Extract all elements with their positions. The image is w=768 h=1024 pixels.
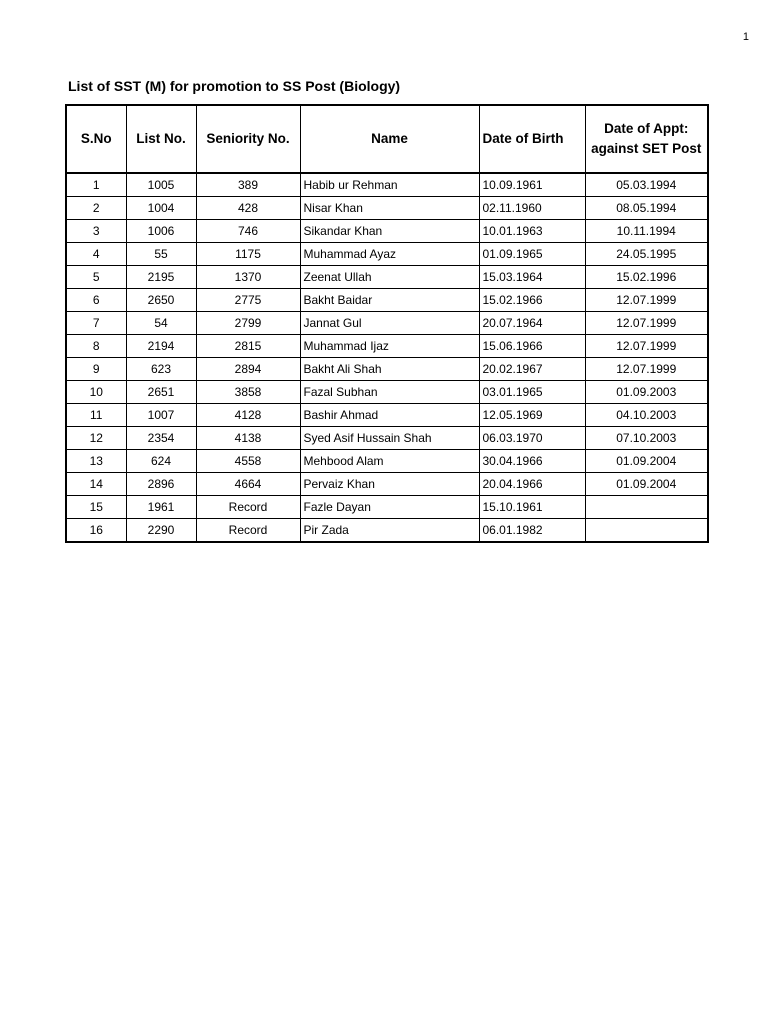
table-row — [66, 450, 708, 473]
table-row — [66, 519, 708, 543]
cell-date-of-appointment: 15.02.1996 — [585, 266, 708, 289]
cell-sno: 7 — [66, 312, 126, 335]
cell-name: Jannat Gul — [300, 312, 479, 335]
cell-date-of-birth: 02.11.1960 — [479, 197, 585, 220]
table-row — [66, 427, 708, 450]
cell-list-no: 2650 — [126, 289, 196, 312]
cell-sno: 15 — [66, 496, 126, 519]
cell-name: Muhammad Ijaz — [300, 335, 479, 358]
cell-date-of-appointment: 01.09.2003 — [585, 381, 708, 404]
table-row — [66, 266, 708, 289]
cell-sno: 11 — [66, 404, 126, 427]
cell-date-of-appointment: 12.07.1999 — [585, 358, 708, 381]
table-row — [66, 404, 708, 427]
cell-list-no: 54 — [126, 312, 196, 335]
cell-date-of-birth: 10.09.1961 — [479, 173, 585, 197]
cell-sno: 5 — [66, 266, 126, 289]
cell-seniority-no: 2775 — [196, 289, 300, 312]
document-title: List of SST (M) for promotion to SS Post (Biology) — [68, 78, 401, 94]
cell-sno: 10 — [66, 381, 126, 404]
cell-seniority-no: 4558 — [196, 450, 300, 473]
cell-list-no: 2290 — [126, 519, 196, 543]
cell-date-of-appointment: 10.11.1994 — [585, 220, 708, 243]
cell-date-of-appointment: 12.07.1999 — [585, 289, 708, 312]
table-row — [66, 473, 708, 496]
cell-date-of-birth: 12.05.1969 — [479, 404, 585, 427]
cell-list-no: 55 — [126, 243, 196, 266]
table-body — [66, 173, 708, 542]
header-sno: S.No — [66, 105, 126, 173]
cell-sno: 4 — [66, 243, 126, 266]
cell-date-of-appointment: 01.09.2004 — [585, 473, 708, 496]
cell-sno: 2 — [66, 197, 126, 220]
cell-name: Muhammad Ayaz — [300, 243, 479, 266]
page-number: 1 — [742, 31, 749, 43]
cell-sno: 6 — [66, 289, 126, 312]
cell-date-of-appointment: 12.07.1999 — [585, 312, 708, 335]
cell-date-of-birth: 15.02.1966 — [479, 289, 585, 312]
cell-seniority-no: 746 — [196, 220, 300, 243]
cell-list-no: 2194 — [126, 335, 196, 358]
cell-sno: 9 — [66, 358, 126, 381]
cell-seniority-no: 4138 — [196, 427, 300, 450]
cell-list-no: 1005 — [126, 173, 196, 197]
cell-date-of-appointment — [585, 496, 708, 519]
table-row — [66, 381, 708, 404]
cell-date-of-birth: 20.02.1967 — [479, 358, 585, 381]
cell-date-of-birth: 15.06.1966 — [479, 335, 585, 358]
cell-list-no: 1004 — [126, 197, 196, 220]
cell-name: Fazle Dayan — [300, 496, 479, 519]
cell-date-of-birth: 30.04.1966 — [479, 450, 585, 473]
cell-date-of-appointment — [585, 519, 708, 543]
cell-name: Bashir Ahmad — [300, 404, 479, 427]
table-row — [66, 358, 708, 381]
header-name: Name — [300, 105, 479, 173]
cell-name: Habib ur Rehman — [300, 173, 479, 197]
cell-date-of-appointment: 07.10.2003 — [585, 427, 708, 450]
cell-seniority-no: 2815 — [196, 335, 300, 358]
table-row — [66, 173, 708, 197]
cell-sno: 1 — [66, 173, 126, 197]
cell-sno: 13 — [66, 450, 126, 473]
table-row — [66, 197, 708, 220]
cell-sno: 3 — [66, 220, 126, 243]
cell-name: Mehbood Alam — [300, 450, 479, 473]
cell-seniority-no: 1370 — [196, 266, 300, 289]
cell-list-no: 2651 — [126, 381, 196, 404]
cell-name: Zeenat Ullah — [300, 266, 479, 289]
table-row — [66, 220, 708, 243]
cell-date-of-appointment: 24.05.1995 — [585, 243, 708, 266]
cell-list-no: 2195 — [126, 266, 196, 289]
table-row — [66, 289, 708, 312]
cell-sno: 8 — [66, 335, 126, 358]
cell-list-no: 1007 — [126, 404, 196, 427]
cell-date-of-birth: 15.10.1961 — [479, 496, 585, 519]
cell-list-no: 1006 — [126, 220, 196, 243]
table-row — [66, 312, 708, 335]
cell-name: Sikandar Khan — [300, 220, 479, 243]
cell-date-of-appointment: 05.03.1994 — [585, 173, 708, 197]
table-row — [66, 243, 708, 266]
cell-name: Bakht Baidar — [300, 289, 479, 312]
cell-seniority-no: 428 — [196, 197, 300, 220]
header-seniority-no: Seniority No. — [196, 105, 300, 173]
cell-name: Pervaiz Khan — [300, 473, 479, 496]
cell-name: Fazal Subhan — [300, 381, 479, 404]
header-row — [66, 105, 708, 173]
cell-seniority-no: 3858 — [196, 381, 300, 404]
cell-date-of-appointment: 08.05.1994 — [585, 197, 708, 220]
cell-seniority-no: Record — [196, 496, 300, 519]
cell-seniority-no: 4664 — [196, 473, 300, 496]
cell-date-of-birth: 20.07.1964 — [479, 312, 585, 335]
cell-date-of-birth: 06.01.1982 — [479, 519, 585, 543]
header-date-of-appointment — [585, 105, 708, 173]
header-date-of-birth: Date of Birth — [479, 105, 585, 173]
cell-name: Pir Zada — [300, 519, 479, 543]
cell-date-of-birth: 03.01.1965 — [479, 381, 585, 404]
cell-date-of-birth: 20.04.1966 — [479, 473, 585, 496]
cell-list-no: 624 — [126, 450, 196, 473]
cell-list-no: 623 — [126, 358, 196, 381]
table-row — [66, 335, 708, 358]
cell-date-of-appointment: 01.09.2004 — [585, 450, 708, 473]
header-appt-line2: against SET Post — [591, 141, 702, 156]
cell-list-no: 2896 — [126, 473, 196, 496]
cell-date-of-appointment: 04.10.2003 — [585, 404, 708, 427]
cell-seniority-no: 389 — [196, 173, 300, 197]
cell-date-of-birth: 10.01.1963 — [479, 220, 585, 243]
cell-date-of-birth: 15.03.1964 — [479, 266, 585, 289]
table-header — [66, 105, 708, 173]
cell-name: Syed Asif Hussain Shah — [300, 427, 479, 450]
cell-seniority-no: 2799 — [196, 312, 300, 335]
cell-name: Bakht Ali Shah — [300, 358, 479, 381]
promotion-list-table — [65, 104, 709, 543]
cell-date-of-birth: 01.09.1965 — [479, 243, 585, 266]
header-appt-line1: Date of Appt: — [604, 121, 689, 136]
cell-sno: 12 — [66, 427, 126, 450]
cell-seniority-no: 2894 — [196, 358, 300, 381]
cell-seniority-no: Record — [196, 519, 300, 543]
cell-date-of-appointment: 12.07.1999 — [585, 335, 708, 358]
cell-name: Nisar Khan — [300, 197, 479, 220]
cell-list-no: 1961 — [126, 496, 196, 519]
cell-sno: 14 — [66, 473, 126, 496]
header-list-no: List No. — [126, 105, 196, 173]
cell-date-of-birth: 06.03.1970 — [479, 427, 585, 450]
cell-seniority-no: 4128 — [196, 404, 300, 427]
cell-seniority-no: 1175 — [196, 243, 300, 266]
table-row — [66, 496, 708, 519]
cell-sno: 16 — [66, 519, 126, 543]
cell-list-no: 2354 — [126, 427, 196, 450]
